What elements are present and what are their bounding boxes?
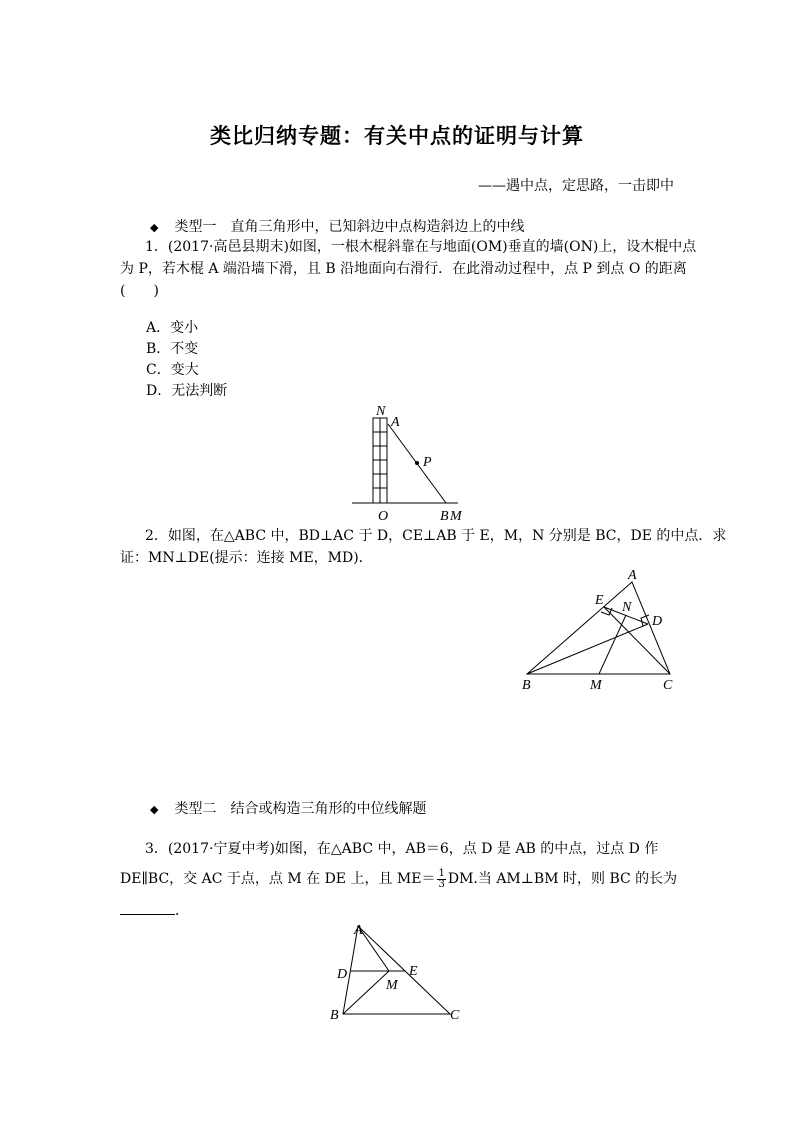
label-M: M bbox=[386, 978, 398, 993]
segment-mn bbox=[599, 615, 626, 674]
label-P: P bbox=[423, 455, 432, 470]
q2-line-1: 2．如图，在△ABC 中，BD⊥AC 于 D，CE⊥AB 于 E，M，N 分别是 BC，DE 的中点．求 bbox=[145, 528, 727, 544]
q2-line-2: 证：MN⊥DE(提示：连接 ME，MD)． bbox=[120, 550, 373, 566]
q1-options bbox=[146, 318, 227, 402]
midpoint-p bbox=[415, 461, 419, 465]
label-B: B bbox=[522, 678, 531, 693]
segment-bm bbox=[343, 971, 389, 1014]
label-N: N bbox=[622, 600, 632, 615]
fraction-denominator: 3 bbox=[438, 878, 445, 890]
label-A: A bbox=[391, 415, 400, 430]
answer-blank[interactable] bbox=[120, 902, 175, 915]
label-E: E bbox=[409, 964, 418, 979]
q3-line-3: ． bbox=[175, 903, 189, 919]
q1-line-1: 1．(2017·高邑县期末)如图，一根木棍斜靠在与地面(OM)垂直的墙(ON)上，设木棍中点 bbox=[145, 239, 697, 255]
q1-option-c[interactable]: C．变大 bbox=[146, 362, 199, 378]
label-A: A bbox=[354, 923, 363, 938]
figure-1-ladder bbox=[340, 400, 480, 525]
page-title: 类比归纳专题：有关中点的证明与计算 bbox=[210, 124, 584, 148]
section-heading-2 bbox=[150, 798, 426, 818]
diamond-bullet-icon: ◆ bbox=[150, 221, 159, 234]
q3-answer-line bbox=[120, 900, 189, 922]
label-E: E bbox=[595, 593, 604, 608]
q3-line-2 bbox=[120, 868, 677, 890]
segment-bd bbox=[527, 624, 648, 674]
label-O: O bbox=[378, 509, 389, 524]
section-heading-1 bbox=[150, 216, 524, 236]
q3-line-2-part-a: DE∥BC，交 AC 于点，点 M 在 DE 上，且 ME＝ bbox=[120, 871, 436, 887]
q3-line-2-part-b: DM.当 AM⊥BM 时，则 BC 的长为 bbox=[447, 871, 678, 887]
figure-3-triangle bbox=[325, 918, 470, 1028]
label-D: D bbox=[652, 614, 663, 629]
q1-option-a[interactable]: A．变小 bbox=[146, 320, 199, 336]
label-M: M bbox=[450, 509, 462, 524]
triangle-abc bbox=[343, 926, 450, 1014]
label-C: C bbox=[663, 678, 673, 693]
q1-line-3: ( ) bbox=[120, 283, 159, 299]
label-M: M bbox=[590, 678, 602, 693]
label-B: B bbox=[330, 1008, 339, 1023]
diamond-bullet-icon: ◆ bbox=[150, 803, 159, 816]
q3-line-1: 3．(2017·宁夏中考)如图，在△ABC 中，AB＝6，点 D 是 AB 的中点，过点 D 作 bbox=[145, 841, 659, 857]
page-subtitle: ——遇中点，定思路，一击即中 bbox=[478, 178, 674, 194]
fraction-one-third bbox=[437, 869, 445, 890]
label-N: N bbox=[376, 404, 386, 419]
section-heading-1-text: 类型一 直角三角形中，已知斜边中点构造斜边上的中线 bbox=[174, 219, 525, 235]
label-B: B bbox=[440, 509, 449, 524]
label-A: A bbox=[628, 568, 637, 583]
figure-2-triangle bbox=[515, 565, 685, 695]
q1-line-2: 为 P，若木棍 A 端沿墙下滑，且 B 沿地面向右滑行．在此滑动过程中，点 P 到点 O 的距离 bbox=[120, 261, 687, 277]
fraction-numerator: 1 bbox=[438, 867, 445, 879]
segment-am bbox=[358, 926, 389, 971]
q1-option-d[interactable]: D．无法判断 bbox=[146, 383, 228, 399]
label-C: C bbox=[450, 1008, 460, 1023]
q1-option-b[interactable]: B．不变 bbox=[146, 341, 199, 357]
label-D: D bbox=[337, 967, 348, 982]
section-heading-2-text: 类型二 结合或构造三角形的中位线解题 bbox=[174, 801, 427, 817]
